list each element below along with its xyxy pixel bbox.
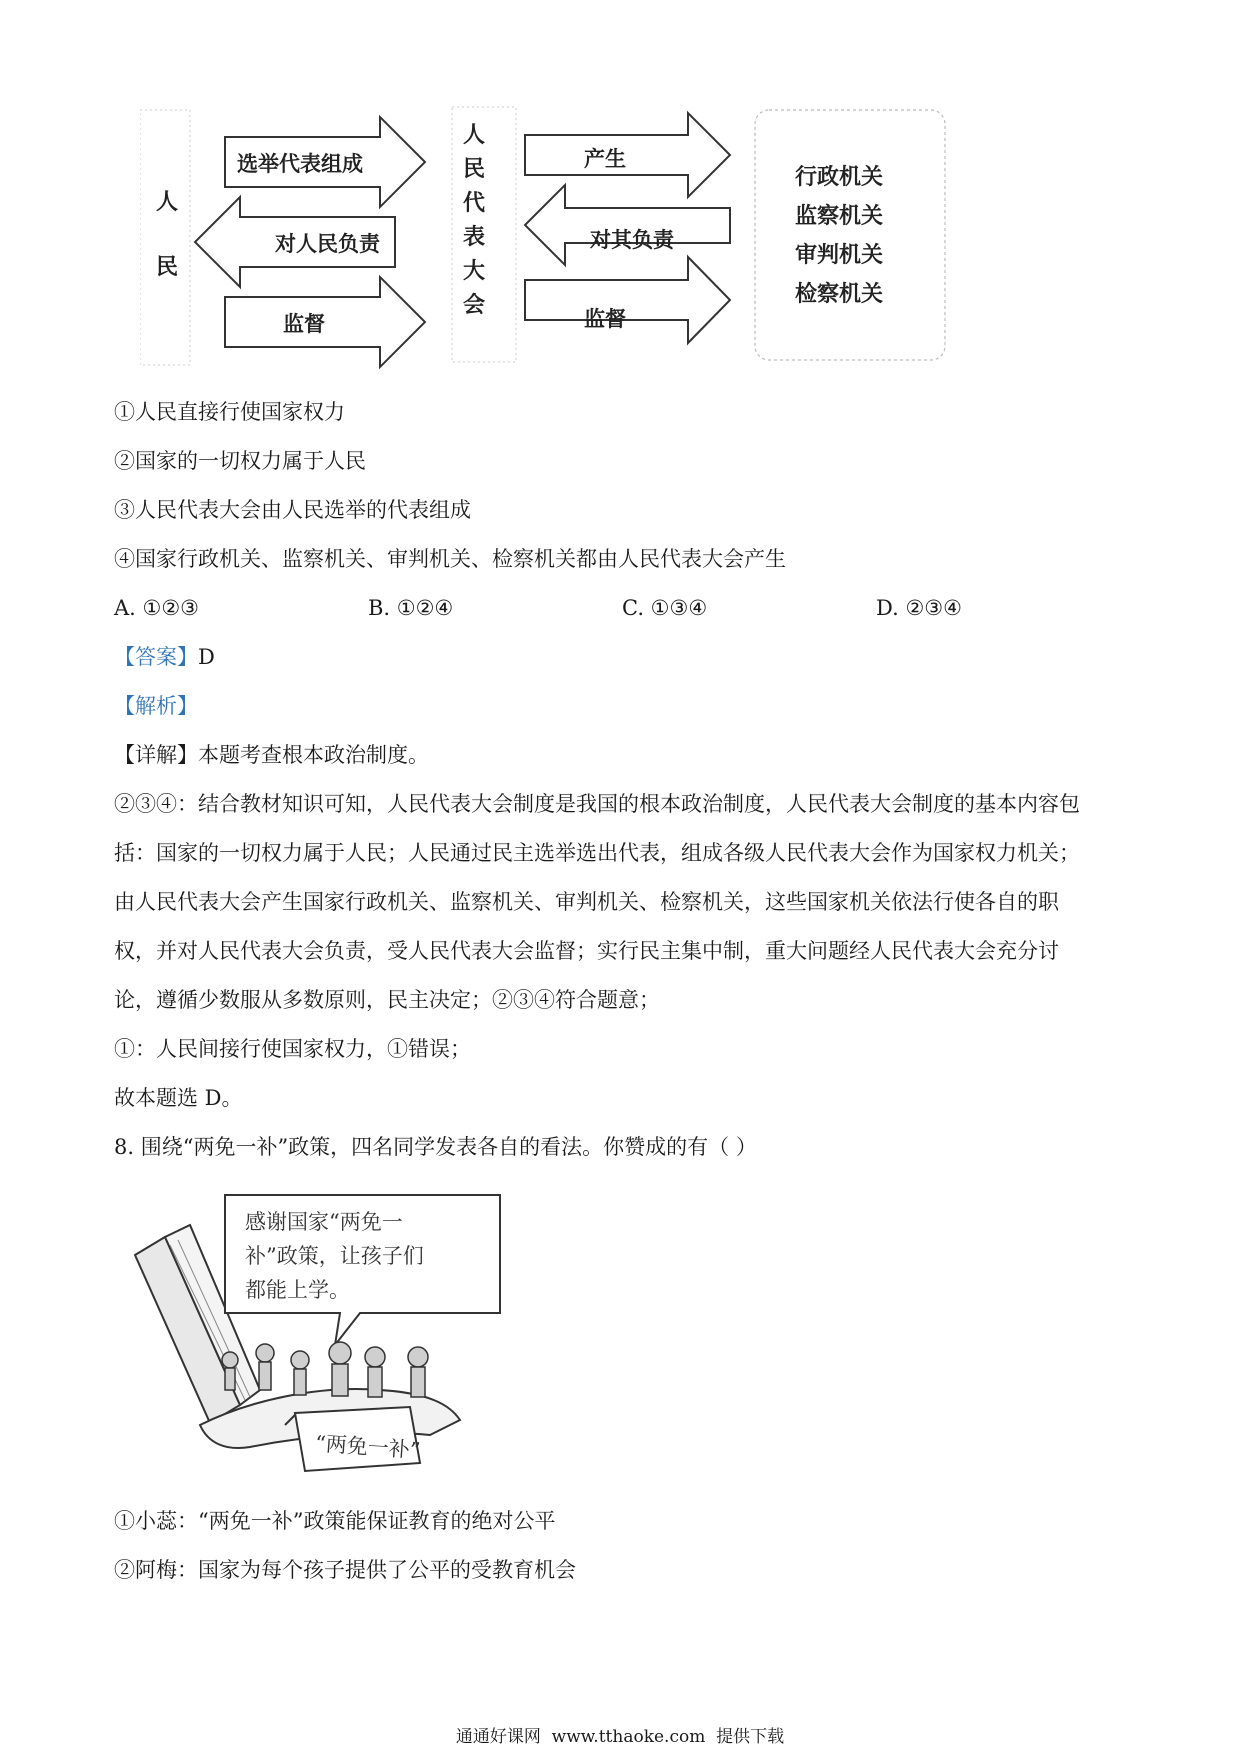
footer-watermark: 通通好课网 www.tthaoke.com 提供下载: [455, 1727, 785, 1747]
arrow-label-supervise-left: 监督: [283, 312, 325, 336]
explanation-line-2: 括：国家的一切权力属于人民；人民通过民主选举选出代表，组成各级人民代表大会作为国家权力机关；: [114, 841, 1080, 865]
arrow-label-produce: 产生: [584, 147, 626, 171]
explanation-line-1: ②③④：结合教材知识可知，人民代表大会制度是我国的根本政治制度，人民代表大会制度的基本内容包: [114, 792, 1080, 816]
organ-supervisory: 监察机关: [795, 204, 884, 229]
people-label-2: 民: [156, 255, 179, 280]
arrow-supervise-right: [525, 257, 730, 343]
answer-value: D: [198, 645, 215, 669]
explanation-line-4: 权，并对人民代表大会负责，受人民代表大会监督；实行民主集中制，重大问题经人民代表大会充分讨: [114, 939, 1059, 963]
arrow-label-responsible-organs: 对其负责: [590, 228, 674, 252]
organ-administrative: 行政机关: [795, 165, 884, 190]
explanation-line-3: 由人民代表大会产生国家行政机关、监察机关、审判机关、检察机关，这些国家机关依法行使各自的职: [114, 890, 1059, 914]
q7-option-c: C. ①③④: [622, 596, 708, 620]
q7-option-b: B. ①②④: [368, 596, 454, 620]
arrow-label-responsible: 对人民负责: [275, 232, 380, 256]
arrow-produce: [525, 113, 730, 197]
organ-procuratorial: 检察机关: [795, 282, 884, 307]
q7-statement-4: ④国家行政机关、监察机关、审判机关、检察机关都由人民代表大会产生: [114, 547, 786, 571]
q8-statement-2: ②阿梅：国家为每个孩子提供了公平的受教育机会: [114, 1558, 576, 1582]
cartoon-bubble-line-3: 都能上学。: [245, 1278, 350, 1302]
organ-judicial: 审判机关: [795, 243, 884, 268]
q7-statement-3: ③人民代表大会由人民选举的代表组成: [114, 498, 471, 522]
q7-option-d: D. ②③④: [876, 596, 962, 620]
q7-answer: [114, 643, 215, 671]
cartoon-bubble-line-1: 感谢国家“两免一: [245, 1210, 403, 1234]
arrow-supervise-left: [225, 277, 425, 367]
q7-statement-1: ①人民直接行使国家权力: [114, 400, 345, 424]
arrow-label-supervise-right: 监督: [584, 307, 626, 331]
arrow-label-elect: 选举代表组成: [237, 152, 363, 176]
q8-statement-1: ①小蕊：“两免一补”政策能保证教育的绝对公平: [114, 1509, 556, 1533]
cartoon-banner-text: “两免一补”: [314, 1431, 422, 1463]
explanation-line-5: 论，遵循少数服从多数原则，民主决定；②③④符合题意；: [114, 988, 660, 1012]
answer-tag: 【答案】: [114, 645, 198, 669]
npc-char-3: 代: [463, 191, 486, 216]
npc-char-6: 会: [463, 293, 486, 318]
analysis-tag: 【解析】: [114, 694, 198, 718]
q7-statement-2: ②国家的一切权力属于人民: [114, 449, 366, 473]
npc-char-1: 人: [463, 123, 486, 148]
detail-line: 【详解】本题考查根本政治制度。: [114, 743, 429, 767]
q7-option-a: A. ①②③: [114, 596, 199, 620]
npc-char-5: 大: [463, 259, 486, 284]
npc-char-4: 表: [463, 225, 486, 250]
explanation-line-7: 故本题选 D。: [114, 1086, 243, 1110]
q8-stem: 8. 围绕“两免一补”政策，四名同学发表各自的看法。你赞成的有（ ）: [114, 1135, 757, 1159]
people-label-1: 人: [156, 190, 179, 215]
npc-char-2: 民: [463, 157, 486, 182]
cartoon-bubble-line-2: 补”政策，让孩子们: [245, 1244, 424, 1268]
explanation-line-6: ①：人民间接行使国家权力，①错误；: [114, 1037, 471, 1061]
